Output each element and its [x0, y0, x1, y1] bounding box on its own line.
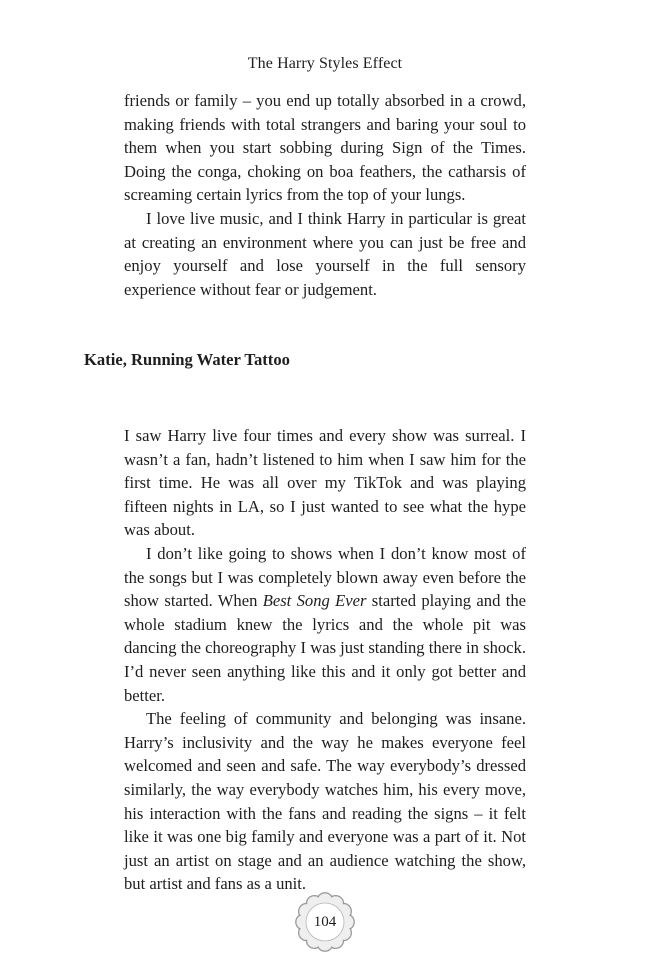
page-number-badge: [294, 891, 356, 953]
page-number: 104: [313, 914, 337, 930]
paragraph-text: started playing and the whole stadium knew the lyrics and the whole pit was dancing the choreography I was just standing there in shock. I’d never seen anything like this and it only got better and better.: [124, 591, 526, 705]
paragraph-continued: friends or family – you end up totally absorbed in a crowd, making friends with total strangers and baring your soul to them when you start sobbing during Sign of the Times. Doing the conga, choking on boa feathers, the catharsis of screaming certain lyrics from the top of your lungs.: [124, 91, 526, 205]
song-title: Best Song Ever: [262, 591, 367, 611]
running-head-title: The Harry Styles Effect: [247, 55, 403, 72]
intro-text-block: [124, 89, 526, 301]
paragraph: [124, 542, 526, 707]
section-text-block: [124, 424, 526, 896]
section-heading: Katie, Running Water Tattoo: [84, 350, 290, 369]
paragraph: I love live music, and I think Harry in particular is great at creating an environment where you can just be free and enjoy yourself and lose yourself in the full sensory experience without fear or judgement.: [124, 208, 526, 299]
paragraph-text: I don’t like going to shows when I don’t know most of the songs but I was completely blown away even before the show started. When: [124, 543, 526, 611]
paragraph: I saw Harry live four times and every show was surreal. I wasn’t a fan, hadn’t listened to him when I saw him for the first time. He was all over my TikTok and was playing fifteen nights in LA, so I just wanted to see what the hype was about.: [124, 426, 526, 540]
paragraph: The feeling of community and belonging was insane. Harry’s inclusivity and the way he makes everyone feel welcomed and seen and safe. The way everybody’s dressed similarly, the way everybody watches him, his every move, his interaction with the fans and reading the signs – it felt like it was one big family and everyone was a part of it. Not just an artist on stage and an audience watching the show, but artist and fans as a unit.: [124, 709, 526, 894]
